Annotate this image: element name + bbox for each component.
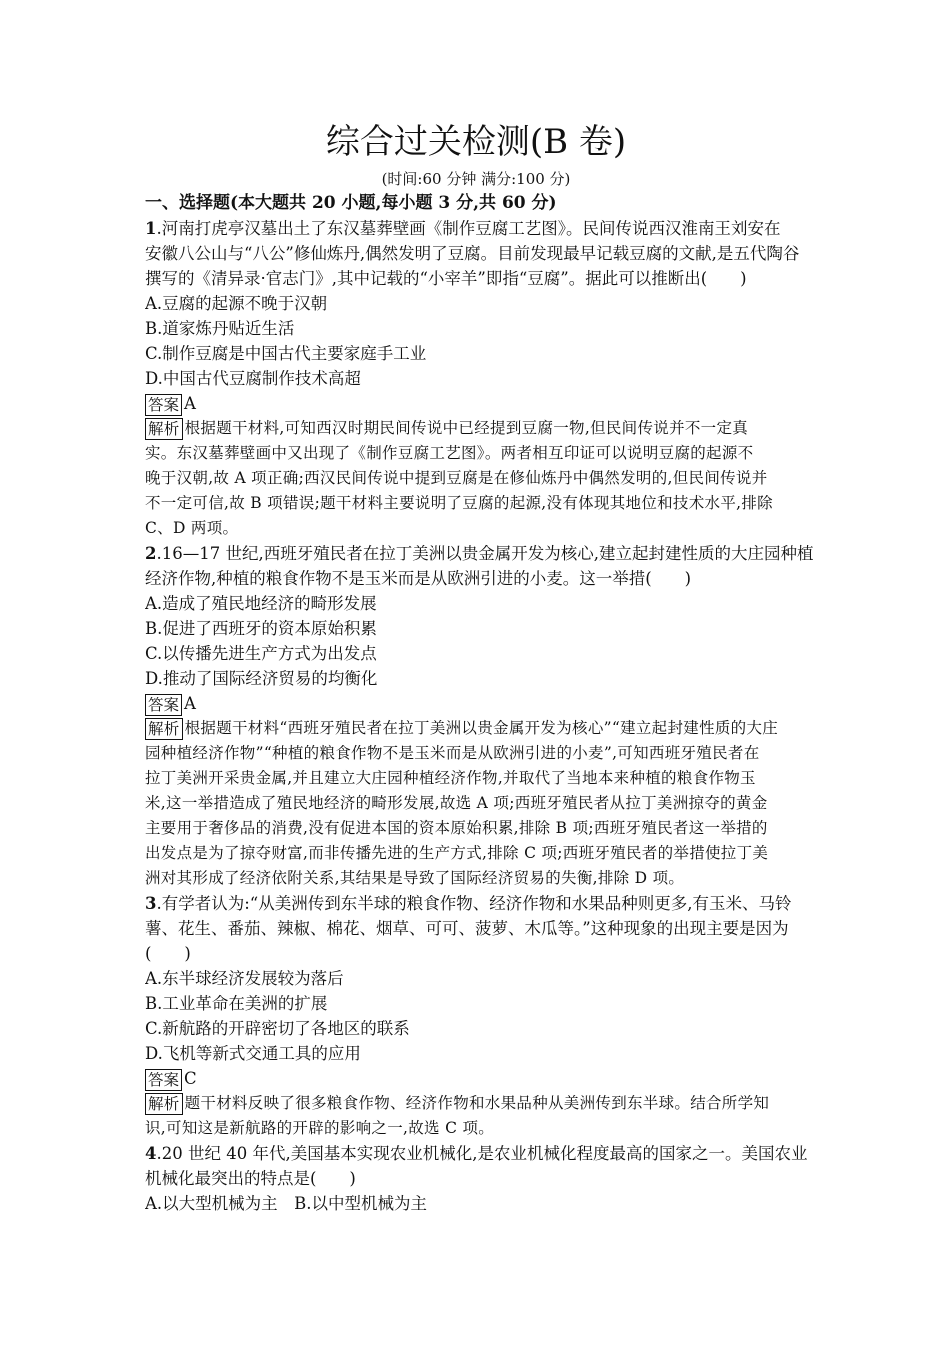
answer-label: 答案 [145,394,182,416]
question-number: 1 [145,219,157,238]
analysis-text: 识,可知这是新航路的开辟的影响之一,故选 C 项。 [145,1119,495,1137]
question-number: 4 [145,1144,157,1163]
analysis-label: 解析 [145,718,183,740]
analysis-text: 出发点是为了掠夺财富,而非传播先进的生产方式,排除 C 项;西班牙殖民者的举措使拉丁美 [145,844,769,862]
question-stem: 机械化最突出的特点是( ) [145,1169,356,1188]
page-title: 综合过关检测(B 卷) [325,122,627,162]
analysis-text: 不一定可信,故 B 项错误;题干材料主要说明了豆腐的起源,没有体现其地位和技术水平,排除 [145,494,773,512]
option-a: A.豆腐的起源不晚于汉朝 [145,294,328,313]
option-c: C.以传播先进生产方式为出发点 [145,644,377,663]
question-stem: 3.有学者认为:“从美洲传到东半球的粮食作物、经济作物和水果品种则更多,有玉米、马铃 [145,894,792,913]
content [145,191,813,1216]
section-heading: 一、选择题(本大题共 20 小题,每小题 3 分,共 60 分) [145,193,557,213]
option-b: B.道家炼丹贴近生活 [145,319,295,338]
question-stem: 2.16—17 世纪,西班牙殖民者在拉丁美洲以贵金属开发为核心,建立起封建性质的大庄园种植 [145,544,813,563]
option-a: A.东半球经济发展较为落后 [145,969,344,988]
question-stem: 1.河南打虎亭汉墓出土了东汉墓葬壁画《制作豆腐工艺图》。民间传说西汉淮南王刘安在 [145,219,781,238]
answer-row [145,391,813,416]
analysis-row: 解析 根据题干材料,可知西汉时期民间传说中已经提到豆腐一物,但民间传说并不一定真 [145,416,813,441]
question-stem: 经济作物,种植的粮食作物不是玉米而是从欧洲引进的小麦。这一举措( ) [145,569,692,588]
analysis-text: C、D 两项。 [145,519,239,537]
option-c: C.新航路的开辟密切了各地区的联系 [145,1019,410,1038]
option-d: D.推动了国际经济贸易的均衡化 [145,669,378,688]
option-a: A.造成了殖民地经济的畸形发展 [145,594,377,613]
analysis-text: 拉丁美洲开采贵金属,并且建立大庄园种植经济作物,并取代了当地本来种植的粮食作物玉 [145,769,756,787]
analysis-text: 洲对其形成了经济依附关系,其结果是导致了国际经济贸易的失衡,排除 D 项。 [145,869,685,887]
question-stem: ( ) [145,944,191,963]
question-stem: 安徽八公山与“八公”修仙炼丹,偶然发明了豆腐。目前发现最早记载豆腐的文献,是五代陶谷 [145,244,800,263]
options-row: A.以大型机械为主 B.以中型机械为主 [145,1194,428,1213]
option-d: D.飞机等新式交通工具的应用 [145,1044,361,1063]
question-number: 3 [145,894,157,913]
question-4 [145,1141,813,1216]
question-1 [145,216,813,541]
option-c: C.制作豆腐是中国古代主要家庭手工业 [145,344,427,363]
question-stem: 4.20 世纪 40 年代,美国基本实现农业机械化,是农业机械化程度最高的国家之一。美国农业 [145,1144,808,1163]
analysis-row: 解析 题干材料反映了很多粮食作物、经济作物和水果品种从美洲传到东半球。结合所学知 [145,1091,813,1116]
analysis-text: 晚于汉朝,故 A 项正确;西汉民间传说中提到豆腐是在修仙炼丹中偶然发明的,但民间传说并 [145,469,768,487]
analysis-row: 解析 根据题干材料“西班牙殖民者在拉丁美洲以贵金属开发为核心”“建立起封建性质的大庄 [145,716,813,741]
option-b: B.促进了西班牙的资本原始积累 [145,619,377,638]
question-number: 2 [145,544,157,563]
option-b: B.工业革命在美洲的扩展 [145,994,328,1013]
answer-row [145,691,813,716]
exam-info: (时间:60 分钟 满分:100 分) [381,170,571,188]
answer-label: 答案 [145,694,182,716]
analysis-text: 米,这一举措造成了殖民地经济的畸形发展,故选 A 项;西班牙殖民者从拉丁美洲掠夺的黄金 [145,794,768,812]
analysis-label: 解析 [145,1093,183,1115]
analysis-text: 实。东汉墓葬壁画中又出现了《制作豆腐工艺图》。两者相互印证可以说明豆腐的起源不 [145,444,754,462]
option-d: D.中国古代豆腐制作技术高超 [145,369,361,388]
answer-value: C [184,1069,197,1088]
question-3 [145,891,813,1141]
analysis-text: 主要用于奢侈品的消费,没有促进本国的资本原始积累,排除 B 项;西班牙殖民者这一举措的 [145,819,768,837]
answer-row [145,1066,813,1091]
question-stem: 撰写的《清异录·官志门》,其中记载的“小宰羊”即指“豆腐”。据此可以推断出( ) [145,269,747,288]
answer-label: 答案 [145,1069,182,1091]
analysis-text: 园种植经济作物”“种植的粮食作物不是玉米而是从欧洲引进的小麦”,可知西班牙殖民者在 [145,744,760,762]
question-2 [145,541,813,891]
question-stem: 薯、花生、番茄、辣椒、棉花、烟草、可可、菠萝、木瓜等。”这种现象的出现主要是因为 [145,919,789,938]
answer-value: A [184,694,196,713]
answer-value: A [184,394,196,413]
analysis-label: 解析 [145,418,183,440]
